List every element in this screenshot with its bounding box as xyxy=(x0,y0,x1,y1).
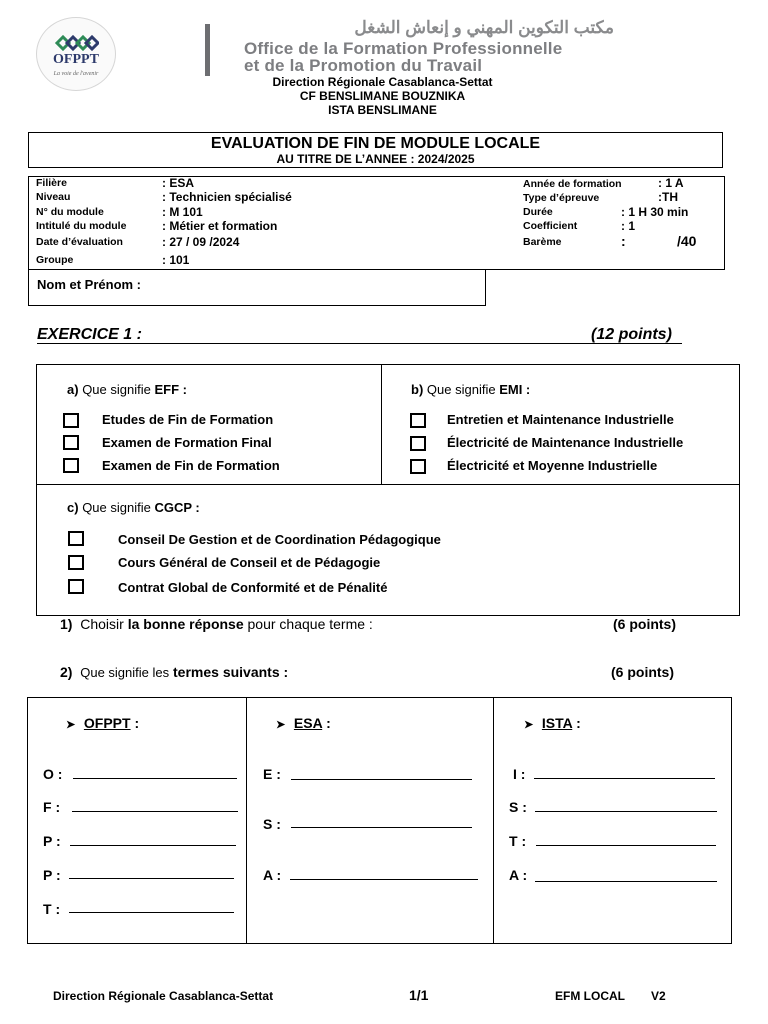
answer-line-ofppt-o[interactable] xyxy=(73,778,237,779)
acronym-divider-2 xyxy=(493,697,494,944)
question-b-term: EMI : xyxy=(499,382,531,397)
info-value-module-number: : M 101 xyxy=(162,205,203,219)
instruction-2-pre: Que signifie les xyxy=(80,665,170,680)
acronym-word-ofppt: OFPPT xyxy=(83,715,131,731)
question-a-letter: a) xyxy=(67,382,79,397)
footer-efm-local: EFM LOCAL xyxy=(555,989,625,1003)
option-c-2: Cours Général de Conseil et de Pédagogie xyxy=(118,555,381,570)
exercise-underline xyxy=(37,343,682,344)
acronym-colon-ista: : xyxy=(576,715,581,731)
cf-text: CF BENSLIMANE BOUZNIKA xyxy=(299,89,466,103)
option-b-3: Électricité et Moyenne Industrielle xyxy=(447,458,658,473)
exam-title: EVALUATION DE FIN DE MODULE LOCALE xyxy=(210,135,541,152)
info-label-bareme: Barème xyxy=(523,236,562,248)
answer-line-ista-t[interactable] xyxy=(536,845,716,846)
checkbox-b-2[interactable] xyxy=(410,436,426,451)
info-label-niveau: Niveau xyxy=(36,191,71,203)
question-a-label xyxy=(67,382,187,397)
question-c-prefix: Que signifie xyxy=(82,500,151,515)
info-value-module-title: : Métier et formation xyxy=(162,219,278,233)
question-b-letter: b) xyxy=(411,382,424,397)
info-value-annee: : 1 A xyxy=(658,176,684,190)
answer-line-ista-a[interactable] xyxy=(535,881,717,882)
arrowhead-icon: ➤ xyxy=(524,719,534,731)
instruction-2-points: (6 points) xyxy=(611,664,674,680)
option-c-1: Conseil De Gestion et de Coordination Pédagogique xyxy=(118,532,441,547)
instruction-1-post: pour chaque terme : xyxy=(247,616,373,632)
letter-esa-s: S : xyxy=(263,816,281,832)
acronym-head-ista xyxy=(524,715,581,731)
letter-ofppt-t: T : xyxy=(43,901,61,917)
letter-ofppt-p1: P : xyxy=(43,833,61,849)
instruction-1-number: 1) xyxy=(60,616,73,632)
answer-line-ista-s[interactable] xyxy=(535,811,717,812)
checkbox-c-3[interactable] xyxy=(68,579,84,594)
question-c-letter: c) xyxy=(67,500,79,515)
answer-line-esa-s[interactable] xyxy=(291,827,472,828)
letter-ofppt-p2: P : xyxy=(43,867,61,883)
acronym-colon-esa: : xyxy=(326,715,331,731)
answer-line-ofppt-t[interactable] xyxy=(69,912,234,913)
exam-year: AU TITRE DE L’ANNEE : 2024/2025 xyxy=(276,152,475,166)
info-value-type: :TH xyxy=(658,190,678,204)
ofppt-logo-mark-icon xyxy=(55,34,99,52)
logo-motto: La voie de l'avenir xyxy=(53,71,99,77)
ista-text: ISTA BENSLIMANE xyxy=(328,103,437,117)
instruction-1 xyxy=(60,616,373,632)
info-value-coefficient: : 1 xyxy=(621,219,636,233)
checkbox-a-3[interactable] xyxy=(63,458,79,473)
question-c-label xyxy=(67,500,200,515)
info-label-filiere: Filière xyxy=(36,177,67,189)
ofppt-logo xyxy=(36,17,116,91)
office-name-arabic: مكتب التكوين المهني و إنعاش الشغل xyxy=(354,18,614,37)
letter-ista-i: I : xyxy=(513,766,526,782)
letter-ista-a: A : xyxy=(509,867,528,883)
footer-page-number: 1/1 xyxy=(409,987,429,1003)
option-a-1: Etudes de Fin de Formation xyxy=(102,412,274,427)
info-value-niveau: : Technicien spécialisé xyxy=(162,190,292,204)
checkbox-c-2[interactable] xyxy=(68,555,84,570)
instruction-2-number: 2) xyxy=(60,664,73,680)
info-label-annee: Année de formation xyxy=(523,178,622,190)
question-a-prefix: Que signifie xyxy=(82,382,151,397)
option-b-2: Électricité de Maintenance Industrielle xyxy=(447,435,684,450)
question-b-prefix: Que signifie xyxy=(426,382,496,397)
info-label-module-number: N° du module xyxy=(36,206,104,218)
exercise-points: (12 points) xyxy=(591,326,672,343)
answer-line-esa-a[interactable] xyxy=(290,879,478,880)
info-label-type: Type d’épreuve xyxy=(523,192,600,204)
direction-text: Direction Régionale Casablanca-Settat xyxy=(272,75,493,89)
checkbox-c-1[interactable] xyxy=(68,531,84,546)
office-name-line1: Office de la Formation Professionnelle xyxy=(244,39,563,58)
header-divider xyxy=(205,24,210,76)
office-name-line2: et de la Promotion du Travail xyxy=(244,56,483,75)
info-label-duree: Durée xyxy=(523,206,553,218)
qcm-divider-horizontal xyxy=(36,484,740,485)
info-value-date: : 27 / 09 /2024 xyxy=(162,235,240,249)
info-value-filiere: : ESA xyxy=(162,176,195,190)
arrowhead-icon: ➤ xyxy=(66,719,76,731)
letter-ofppt-o: O : xyxy=(43,766,63,782)
info-value-duree: : 1 H 30 min xyxy=(621,205,689,219)
institution-block xyxy=(180,75,585,117)
acronym-head-esa xyxy=(276,715,331,731)
info-value-bareme: /40 xyxy=(677,233,697,249)
instruction-1-pre: Choisir xyxy=(80,616,124,632)
letter-ista-s: S : xyxy=(509,799,527,815)
instruction-1-bold: la bonne réponse xyxy=(127,616,244,632)
option-a-2: Examen de Formation Final xyxy=(102,435,272,450)
acronym-head-ofppt xyxy=(66,715,139,731)
instruction-1-points: (6 points) xyxy=(613,616,676,632)
acronym-word-esa: ESA xyxy=(293,715,323,731)
info-bareme-colon: : xyxy=(621,233,626,249)
answer-line-ista-i[interactable] xyxy=(534,778,715,779)
question-c-term: CGCP : xyxy=(154,500,200,515)
info-label-coefficient: Coefficient xyxy=(523,220,578,232)
checkbox-a-1[interactable] xyxy=(63,413,79,428)
option-c-3: Contrat Global de Conformité et de Pénalité xyxy=(118,580,388,595)
acronym-word-ista: ISTA xyxy=(541,715,573,731)
question-a-term: EFF : xyxy=(154,382,187,397)
answer-line-ofppt-p2[interactable] xyxy=(69,878,234,879)
acronym-table xyxy=(27,697,732,944)
info-value-groupe: : 101 xyxy=(162,253,190,267)
answer-line-esa-e[interactable] xyxy=(291,779,472,780)
footer-direction: Direction Régionale Casablanca-Settat xyxy=(53,989,274,1003)
acronym-divider-1 xyxy=(246,697,247,944)
info-box xyxy=(28,176,725,270)
option-b-1: Entretien et Maintenance Industrielle xyxy=(447,412,674,427)
answer-line-ofppt-f[interactable] xyxy=(72,811,238,812)
student-name-label: Nom et Prénom : xyxy=(37,277,142,292)
checkbox-b-3[interactable] xyxy=(410,459,426,474)
footer-version: V2 xyxy=(651,989,666,1003)
logo-name: OFPPT xyxy=(53,52,99,67)
instruction-2 xyxy=(60,664,288,680)
letter-ista-t: T : xyxy=(509,833,527,849)
instruction-2-bold: termes suivants : xyxy=(173,664,289,680)
title-box xyxy=(28,132,723,168)
checkbox-a-2[interactable] xyxy=(63,435,79,450)
acronym-colon-ofppt: : xyxy=(134,715,140,731)
exercise-title: EXERCICE 1 : xyxy=(37,326,142,343)
office-name-french xyxy=(244,40,562,74)
option-a-3: Examen de Fin de Formation xyxy=(102,458,280,473)
checkbox-b-1[interactable] xyxy=(410,413,426,428)
qcm-box xyxy=(36,364,740,616)
arrowhead-icon: ➤ xyxy=(276,719,286,731)
question-b-label xyxy=(411,382,530,397)
letter-esa-e: E : xyxy=(263,766,281,782)
qcm-divider-vertical xyxy=(381,364,382,485)
student-name-box[interactable] xyxy=(28,269,486,306)
letter-ofppt-f: F : xyxy=(43,799,61,815)
info-label-date: Date d’évaluation xyxy=(36,236,123,248)
info-label-module-title: Intitulé du module xyxy=(36,220,127,232)
answer-line-ofppt-p1[interactable] xyxy=(70,845,236,846)
info-label-groupe: Groupe xyxy=(36,254,74,266)
letter-esa-a: A : xyxy=(263,867,282,883)
